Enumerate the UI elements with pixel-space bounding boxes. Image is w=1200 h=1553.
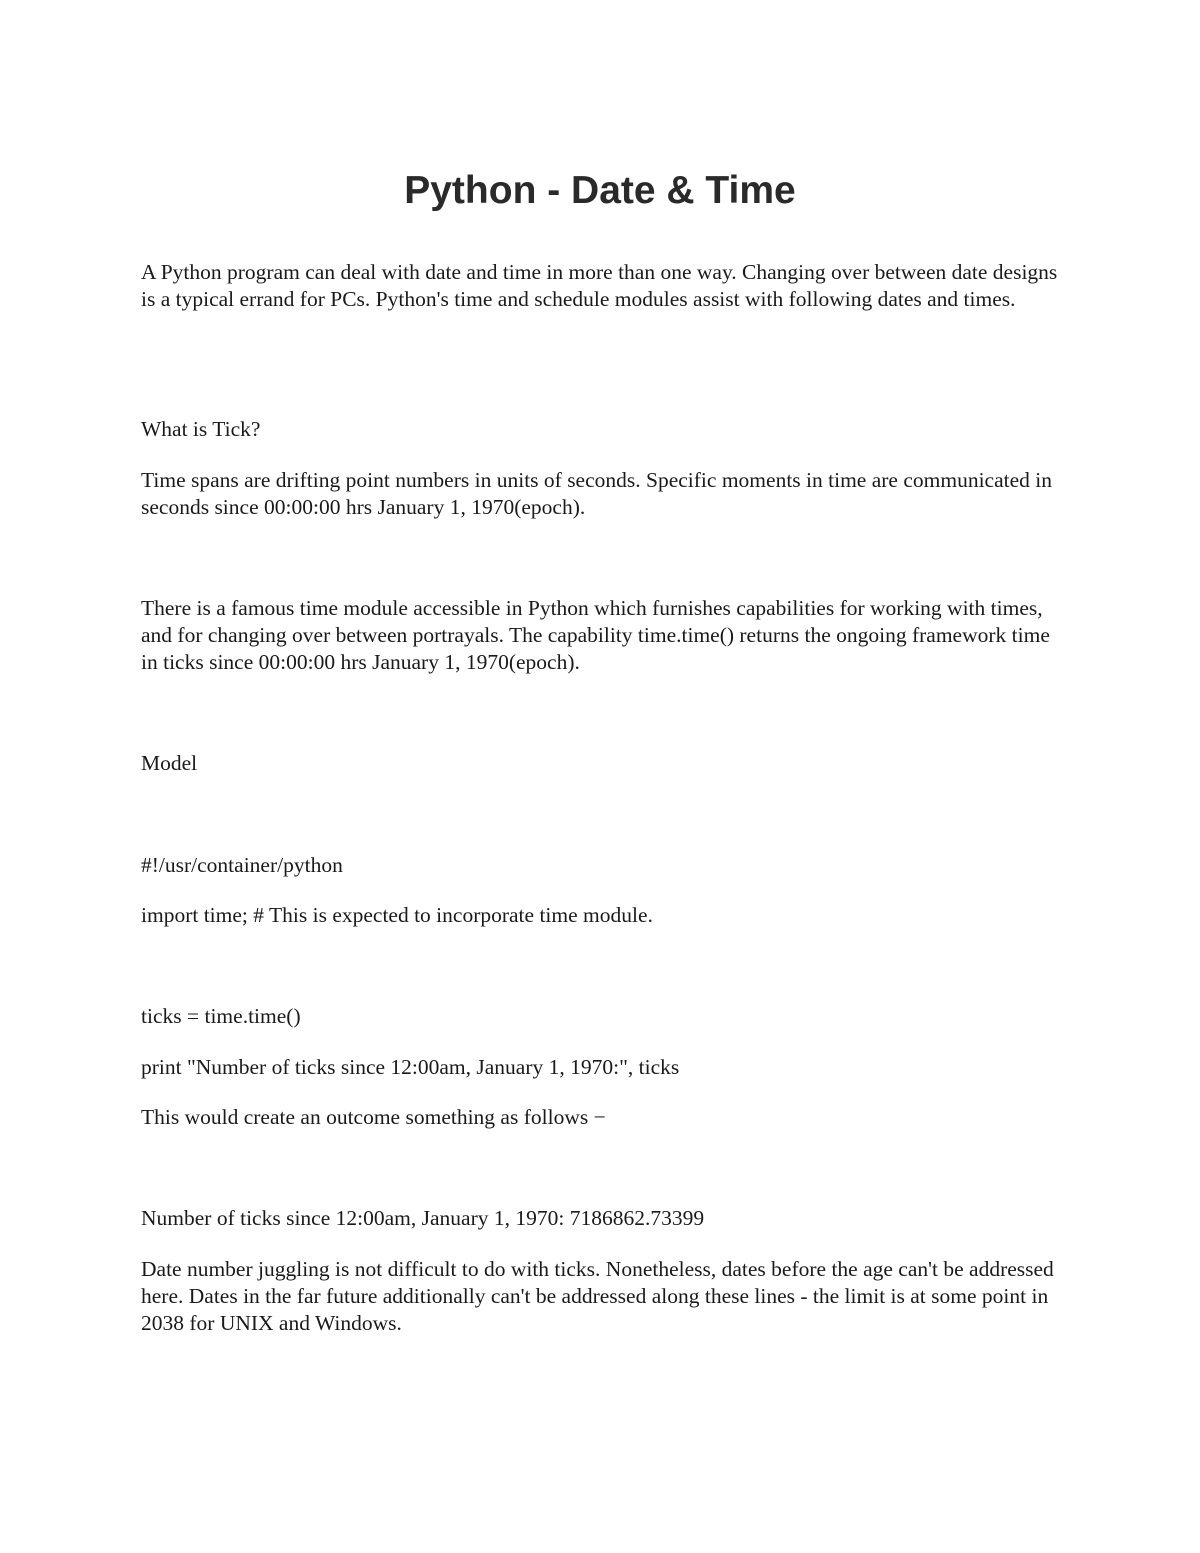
intro-paragraph: A Python program can deal with date and time in more than one way. Changing over between date designs is a typical errand for PCs. Python's time and schedule modules assist with following dates and times. <box>141 260 1058 311</box>
code-import-line: import time; # This is expected to incorporate time module. <box>141 903 653 927</box>
outcome-value: Number of ticks since 12:00am, January 1, 1970: 7186862.73399 <box>141 1206 705 1230</box>
code-shebang-line: #!/usr/container/python <box>141 853 343 877</box>
outcome-intro: This would create an outcome something as follows − <box>141 1105 606 1129</box>
model-label: Model <box>141 751 198 775</box>
tick-paragraph: Time spans are drifting point numbers in units of seconds. Specific moments in time are communicated in seconds since 00:00:00 hrs January 1, 1970(epoch). <box>141 468 1052 519</box>
tick-heading: What is Tick? <box>141 417 261 441</box>
code-ticks-line: ticks = time.time() <box>141 1004 301 1028</box>
closing-paragraph: Date number juggling is not difficult to do with ticks. Nonetheless, dates before the age can't be addressed here. Dates in the far future additionally can't be addressed along these lines - the limit is at some point in 2038 for UNIX and Windows. <box>141 1257 1054 1335</box>
page-title: Python - Date & Time <box>404 169 796 212</box>
time-module-paragraph: There is a famous time module accessible in Python which furnishes capabilities for working with times, and for changing over between portrayals. The capability time.time() returns the ongoing framework time in ticks since 00:00:00 hrs January 1, 1970(epoch). <box>141 596 1050 674</box>
code-print-line: print "Number of ticks since 12:00am, January 1, 1970:", ticks <box>141 1055 680 1079</box>
